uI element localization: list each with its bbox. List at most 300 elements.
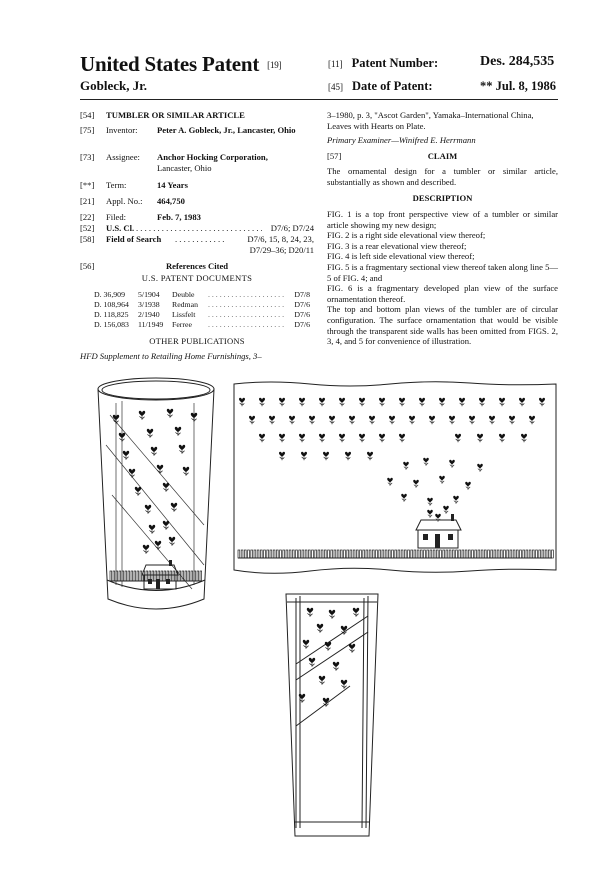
heart-icon (477, 464, 483, 472)
heart-shape (317, 624, 323, 629)
heart-icon (299, 434, 305, 442)
heart-shape (303, 640, 309, 645)
heart-shape (157, 465, 163, 470)
fence-picket (465, 550, 467, 558)
fence-picket (497, 550, 499, 558)
fence-picket (427, 550, 429, 558)
heart-shape (449, 416, 455, 421)
heart-shape (155, 541, 161, 546)
fence-picket (475, 550, 477, 558)
heart-icon (329, 610, 335, 619)
cited-patent-class: D7/6 (294, 320, 310, 329)
heart-shape (319, 398, 325, 403)
fence-picket (344, 550, 346, 558)
heart-icon (279, 398, 285, 406)
heart-icon (419, 398, 425, 406)
fence-picket (188, 571, 190, 581)
fig1-highlight-streaks (106, 401, 204, 589)
heart-icon (519, 398, 525, 406)
heart-icon (139, 411, 145, 420)
cited-patent-date: 2/1940 (138, 310, 160, 319)
heart-icon (249, 416, 255, 424)
heart-icon (455, 434, 461, 442)
heart-icon (369, 416, 375, 424)
heart-icon (521, 434, 527, 442)
heart-shape (309, 658, 315, 663)
heart-shape (367, 452, 373, 457)
fence-picket (170, 571, 172, 581)
fence-picket (350, 550, 352, 558)
heart-shape (163, 521, 169, 526)
heart-shape (143, 545, 149, 550)
heart-shape (359, 398, 365, 403)
heart-shape (349, 644, 355, 649)
heart-shape (329, 610, 335, 615)
heart-icon (163, 521, 169, 530)
header-divider (80, 99, 558, 100)
heart-shape (299, 434, 305, 439)
fence-picket (308, 550, 310, 558)
heart-shape (379, 434, 385, 439)
fence-picket (449, 550, 451, 558)
fence-picket (388, 550, 390, 558)
heart-icon (539, 398, 545, 406)
heart-icon (269, 416, 275, 424)
heart-shape (171, 503, 177, 508)
fence-picket (545, 550, 547, 558)
fence-picket (491, 550, 493, 558)
heart-shape (539, 398, 545, 403)
fig1-cottage (142, 560, 178, 589)
heart-icon (147, 429, 153, 438)
heart-shape (169, 537, 175, 542)
heart-icon (379, 398, 385, 406)
fence-picket (408, 550, 410, 558)
fence-picket (260, 550, 262, 558)
heart-shape (399, 434, 405, 439)
heart-icon (279, 452, 285, 460)
fence-picket (552, 550, 554, 558)
heart-icon (435, 514, 441, 522)
fence-picket (443, 550, 445, 558)
heart-shape (139, 411, 145, 416)
heart-shape (427, 498, 433, 503)
heart-icon (169, 537, 175, 546)
heart-shape (477, 434, 483, 439)
heart-icon (149, 525, 155, 534)
fence-picket (436, 550, 438, 558)
fig2-heart-ornament (299, 608, 359, 707)
heart-icon (157, 465, 163, 474)
cited-patent-number: D. 36,909 (94, 290, 125, 299)
heart-shape (151, 447, 157, 452)
fence-picket (363, 550, 365, 558)
fence-picket (347, 550, 349, 558)
heart-shape (339, 398, 345, 403)
heart-shape (449, 460, 455, 465)
heart-shape (499, 398, 505, 403)
cited-patent-class: D7/6 (294, 310, 310, 319)
heart-icon (367, 452, 373, 460)
fence-picket (140, 571, 142, 581)
heart-shape (429, 416, 435, 421)
fence-picket (404, 550, 406, 558)
heart-icon (427, 510, 433, 518)
heart-shape (167, 409, 173, 414)
fence-picket (173, 571, 175, 581)
fence-picket (452, 550, 454, 558)
fence-picket (244, 550, 246, 558)
fence-picket (315, 550, 317, 558)
claim-text: The ornamental design for a tumbler or similar article, substantially as shown and described. (327, 166, 558, 187)
heart-shape (465, 482, 471, 487)
heart-icon (439, 476, 445, 484)
heart-icon (459, 398, 465, 406)
heart-shape (319, 434, 325, 439)
figure-1-tumbler-perspective (92, 375, 220, 623)
heart-shape (307, 608, 313, 613)
heart-icon (319, 434, 325, 442)
heart-shape (279, 434, 285, 439)
heart-icon (345, 452, 351, 460)
fence-picket (414, 550, 416, 558)
fence-picket (146, 571, 148, 581)
heart-icon (443, 506, 449, 514)
heart-icon (389, 416, 395, 424)
heart-icon (401, 494, 407, 502)
fig6-fence (238, 550, 553, 558)
cited-patent-name: Deuble (172, 290, 195, 299)
fence-picket (398, 550, 400, 558)
heart-icon (155, 541, 161, 550)
heart-shape (521, 434, 527, 439)
field-value-1: D7/6, 15, 8, 24, 23, (247, 234, 314, 244)
fence-picket (376, 550, 378, 558)
fence-picket (340, 550, 342, 558)
fence-picket (257, 550, 259, 558)
fence-picket (356, 550, 358, 558)
heart-shape (269, 416, 275, 421)
heart-icon (349, 644, 355, 653)
heart-shape (301, 452, 307, 457)
heart-shape (423, 458, 429, 463)
fig2-left-highlight (296, 596, 300, 828)
fence-picket (116, 571, 118, 581)
other-publications-heading: OTHER PUBLICATIONS (149, 336, 245, 346)
heart-shape (259, 398, 265, 403)
heart-shape (147, 429, 153, 434)
heart-icon (151, 447, 157, 456)
appl-value: 464,750 (157, 196, 185, 206)
heart-shape (443, 506, 449, 511)
heart-icon (429, 416, 435, 424)
fence-picket (134, 571, 136, 581)
fig1-heart-ornament (113, 409, 197, 554)
heart-icon (489, 416, 495, 424)
fig6-cottage (416, 514, 461, 548)
heart-shape (329, 416, 335, 421)
fence-picket (523, 550, 525, 558)
cited-patent-number: D. 118,825 (94, 310, 129, 319)
primary-examiner: Primary Examiner—Winifred E. Herrmann (327, 135, 476, 145)
heart-icon (403, 462, 409, 470)
heart-icon (477, 434, 483, 442)
fence-picket (392, 550, 394, 558)
fence-picket (289, 550, 291, 558)
fence-picket (128, 571, 130, 581)
heart-shape (349, 416, 355, 421)
heart-icon (183, 467, 189, 476)
filed-value: Feb. 7, 1983 (157, 212, 201, 222)
fence-picket (292, 550, 294, 558)
fence-picket (468, 550, 470, 558)
heart-shape (419, 398, 425, 403)
patent-number: Des. 284,535 (480, 54, 555, 69)
heart-shape (477, 464, 483, 469)
fence-picket (113, 571, 115, 581)
description-body (327, 209, 558, 347)
fence-picket (494, 550, 496, 558)
heart-icon (175, 427, 181, 436)
description-para-6: FIG. 6 is a fragmentary developed plan view of the surface ornamentation thereof. (327, 283, 558, 304)
heart-icon (453, 496, 459, 504)
heart-shape (427, 510, 433, 515)
heart-shape (529, 416, 535, 421)
fence-picket (532, 550, 534, 558)
heart-shape (339, 434, 345, 439)
fence-picket (241, 550, 243, 558)
fence-picket (401, 550, 403, 558)
heart-shape (519, 398, 525, 403)
heart-shape (453, 496, 459, 501)
fence-picket (500, 550, 502, 558)
fence-picket (273, 550, 275, 558)
heart-icon (301, 452, 307, 460)
heart-shape (403, 462, 409, 467)
fence-picket (324, 550, 326, 558)
heart-shape (179, 445, 185, 450)
cited-patent-date: 5/1904 (138, 290, 160, 299)
fig2-right-highlight (362, 596, 368, 828)
heart-shape (183, 467, 189, 472)
heart-shape (389, 416, 395, 421)
heart-icon (319, 676, 325, 685)
assignee-place: Lancaster, Ohio (157, 163, 212, 173)
cited-patent-name: Lissfelt (172, 310, 196, 319)
uscl-value: D7/6; D7/24 (270, 223, 314, 233)
fence-picket (334, 550, 336, 558)
heart-icon (303, 640, 309, 649)
fence-picket (459, 550, 461, 558)
us-patent-documents-heading: U.S. PATENT DOCUMENTS (141, 273, 253, 283)
heart-shape (359, 434, 365, 439)
inventor-short-name: Gobleck, Jr. (80, 78, 148, 93)
fence-picket (462, 550, 464, 558)
heart-shape (341, 680, 347, 685)
fence-picket (283, 550, 285, 558)
heart-icon (279, 434, 285, 442)
fence-picket (331, 550, 333, 558)
fence-picket (526, 550, 528, 558)
heart-icon (319, 398, 325, 406)
heart-shape (489, 416, 495, 421)
fence-picket (430, 550, 432, 558)
heart-shape (249, 416, 255, 421)
heart-icon (353, 608, 359, 617)
fence-picket (372, 550, 374, 558)
fence-picket (305, 550, 307, 558)
heart-icon (259, 434, 265, 442)
heart-shape (279, 398, 285, 403)
fence-picket (312, 550, 314, 558)
fence-picket (472, 550, 474, 558)
term-value: 14 Years (157, 180, 188, 190)
date-of-patent-line: [45] Date of Patent: ** Jul. 8, 1986 (328, 79, 557, 93)
cited-patent-name: Redman (172, 300, 198, 309)
heart-icon (299, 398, 305, 406)
figure-2-tumbler-elevation (282, 590, 382, 840)
cited-patent-name: Ferree (172, 320, 192, 329)
heart-shape (175, 427, 181, 432)
fence-picket (424, 550, 426, 558)
fence-picket (513, 550, 515, 558)
fence-picket (478, 550, 480, 558)
field-leader (175, 234, 226, 245)
fence-picket (382, 550, 384, 558)
fence-picket (420, 550, 422, 558)
cited-patent-leader (208, 300, 284, 309)
fence-picket (131, 571, 133, 581)
heart-icon (323, 452, 329, 460)
description-para-7: The top and bottom plan views of the tumbler are of circular configuration. The surface ornamentation that would be visible through the transparent side walls has been omitted from FIGS. 2, 3, 4, and 5 for convenience of illustration. (327, 304, 558, 347)
fence-picket (185, 571, 187, 581)
cited-patent-number: D. 156,083 (94, 320, 129, 329)
fig1-rim-inner (102, 381, 210, 399)
fence-picket (137, 571, 139, 581)
heart-shape (259, 434, 265, 439)
heart-shape (509, 416, 515, 421)
heart-shape (435, 514, 441, 519)
heart-shape (145, 505, 151, 510)
heart-icon (427, 498, 433, 506)
fence-picket (337, 550, 339, 558)
figure-6-developed-ornamentation (230, 378, 560, 574)
heart-icon (135, 487, 141, 496)
heart-icon (449, 416, 455, 424)
assignee-name: Anchor Hocking Corporation, (157, 152, 268, 162)
heart-icon (259, 398, 265, 406)
fence-picket (125, 571, 127, 581)
heart-icon (479, 398, 485, 406)
fence-picket (369, 550, 371, 558)
heart-shape (353, 608, 359, 613)
heart-icon (509, 416, 515, 424)
fence-picket (481, 550, 483, 558)
fence-picket (520, 550, 522, 558)
fence-picket (276, 550, 278, 558)
description-para-1: FIG. 1 is a top front perspective view of a tumbler or similar article showing my new design; (327, 209, 558, 230)
heart-icon (239, 398, 245, 406)
fence-picket (254, 550, 256, 558)
heart-icon (289, 416, 295, 424)
fence-picket (321, 550, 323, 558)
heart-icon (439, 398, 445, 406)
heart-shape (135, 487, 141, 492)
heart-icon (359, 434, 365, 442)
fence-picket (366, 550, 368, 558)
fence-picket (267, 550, 269, 558)
fence-picket (182, 571, 184, 581)
heart-icon (409, 416, 415, 424)
heart-shape (399, 398, 405, 403)
heart-icon (333, 662, 339, 671)
fence-picket (318, 550, 320, 558)
heart-shape (439, 398, 445, 403)
heart-shape (279, 452, 285, 457)
heart-shape (499, 434, 505, 439)
heart-icon (341, 680, 347, 689)
heart-shape (323, 452, 329, 457)
fence-picket (385, 550, 387, 558)
heart-shape (379, 398, 385, 403)
claim-description-column: 3–1980, p. 3, "Ascot Garden", Yamaka–International China, Leaves with Hearts on Plate. Primary Examiner—Winifred E. Herrmann [57] CLAIM The ornamental design for a tumbler or similar article, substantially as shown and described. DESCRIPTION FIG. 1 is a top front perspective view of a tumbler or similar article showing my new design; FIG. 2 is a right side elevational view thereof; FIG. 3 is a rear elevational view thereof; FIG. 4 is left side elevational view thereof; FIG. 5 is a fragmentary sectional view thereof taken along line 5—5 of FIG. 4; and FIG. 6 is a fragmentary developed plan view of the surface ornamentation thereof. The top and bottom plan views of the tumbler are of circular configuration. The surface ornamentation that would be visible through the transparent side walls has been omitted from FIGS. 2, 3, 4, and 5 for convenience of illustration. (327, 110, 558, 347)
heart-icon (307, 608, 313, 617)
fence-picket (280, 550, 282, 558)
patent-number-line: [11] Patent Number: Des. 284,535 (328, 54, 555, 70)
cited-patent-leader (208, 320, 284, 329)
fence-picket (302, 550, 304, 558)
fence-picket (516, 550, 518, 558)
heart-icon (317, 624, 323, 633)
heart-icon (469, 416, 475, 424)
fence-picket (194, 571, 196, 581)
heart-shape (455, 434, 461, 439)
heart-shape (479, 398, 485, 403)
fence-picket (296, 550, 298, 558)
fence-picket (379, 550, 381, 558)
fence-picket (248, 550, 250, 558)
heart-shape (409, 416, 415, 421)
fence-picket (353, 550, 355, 558)
uscl-leader (136, 223, 262, 234)
heart-icon (465, 482, 471, 490)
fig6-heart-ornament (239, 398, 545, 522)
fig6-border (234, 382, 556, 574)
fence-picket (286, 550, 288, 558)
heart-icon (145, 505, 151, 514)
heart-shape (387, 478, 393, 483)
heart-icon (423, 458, 429, 466)
heart-shape (163, 483, 169, 488)
description-para-5: FIG. 5 is a fragmentary sectional view thereof taken along line 5—5 of FIG. 4; and (327, 261, 558, 283)
heart-shape (149, 525, 155, 530)
fence-picket (510, 550, 512, 558)
fence-picket (433, 550, 435, 558)
cited-patent-date: 11/1949 (138, 320, 164, 329)
highlight-streak (110, 415, 204, 525)
patent-office-title: United States Patent [19] (80, 52, 282, 76)
fence-picket (110, 571, 112, 581)
fence-picket (270, 550, 272, 558)
description-heading: DESCRIPTION (412, 193, 473, 203)
fence-picket (200, 571, 202, 581)
fence-picket (179, 571, 181, 581)
heart-icon (179, 445, 185, 454)
cited-patent-class: D7/8 (294, 290, 310, 299)
heart-icon (171, 503, 177, 512)
heart-shape (345, 452, 351, 457)
heart-shape (413, 480, 419, 485)
